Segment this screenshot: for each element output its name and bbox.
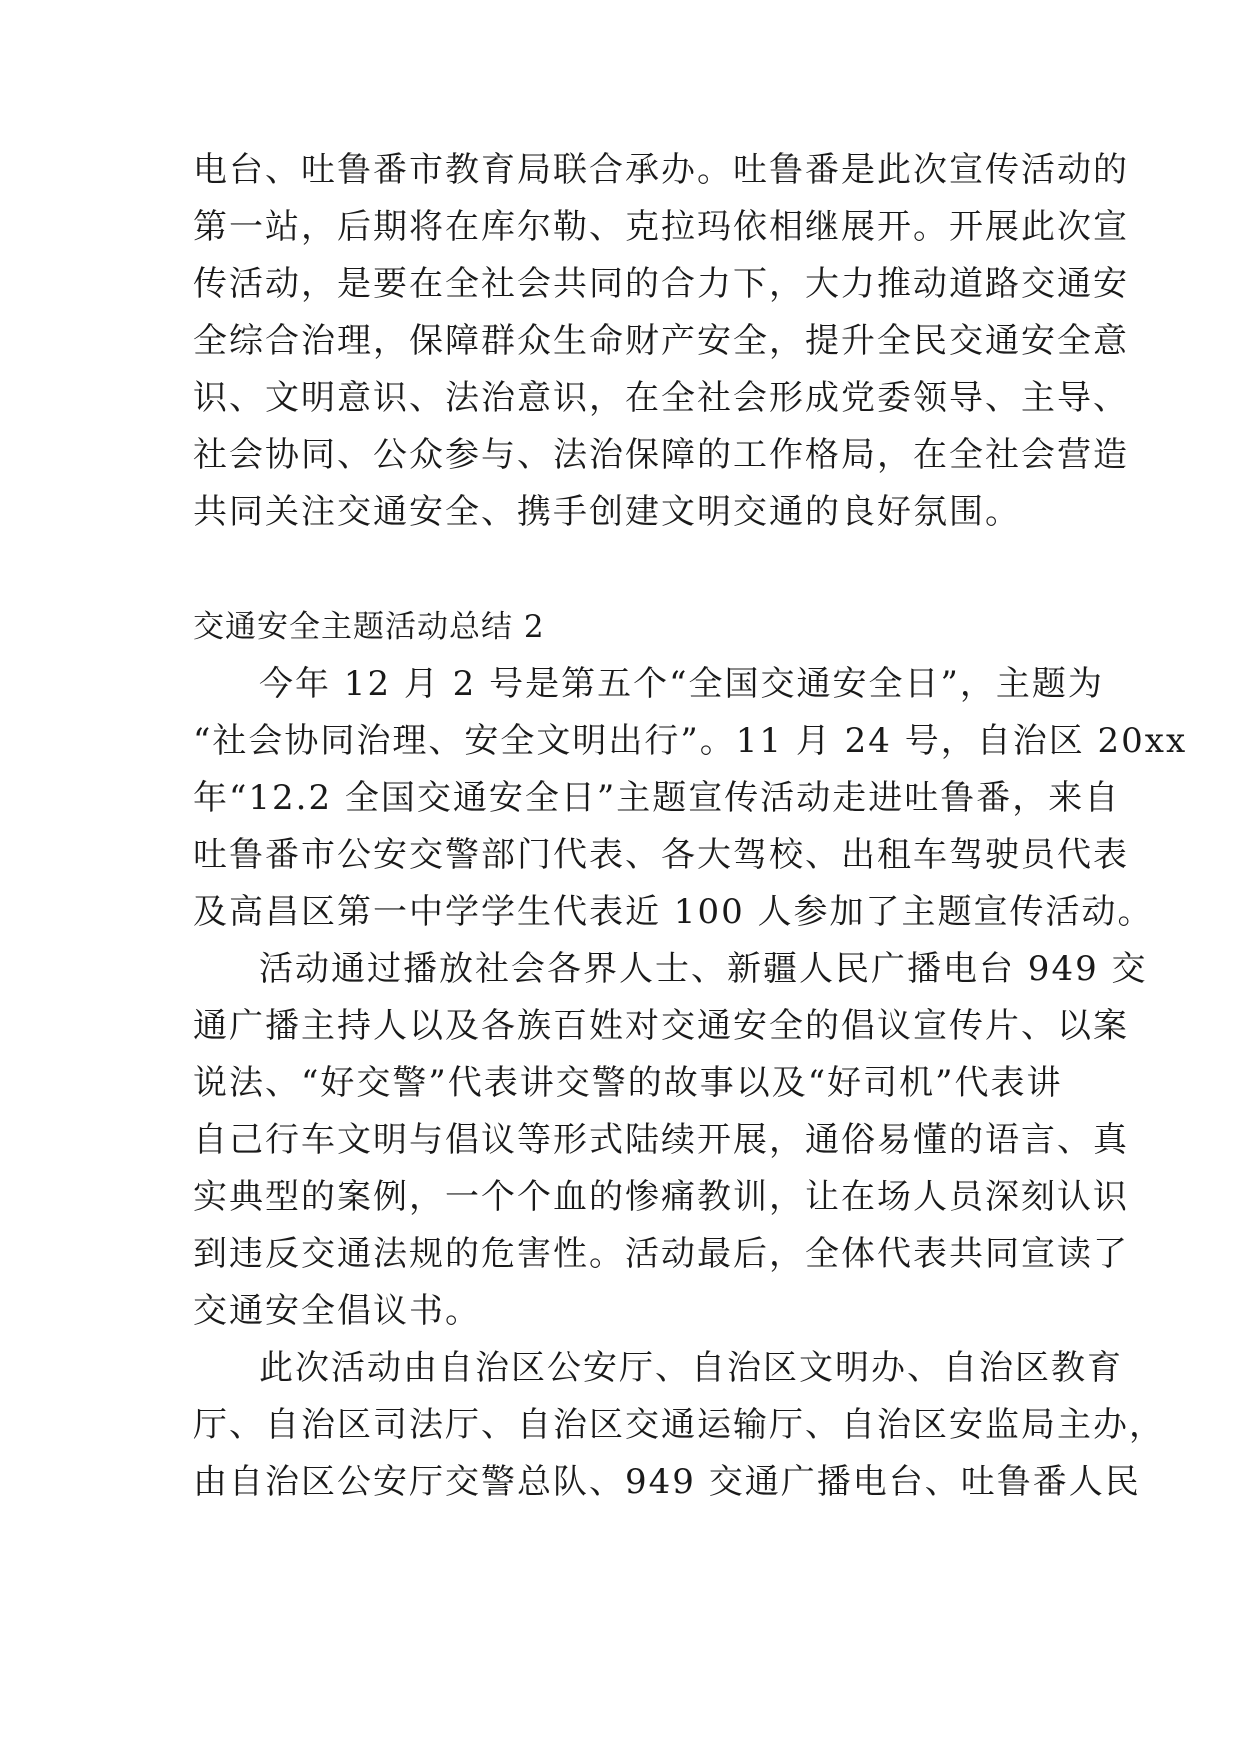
text-line: 传活动，是要在全社会共同的合力下，大力推动道路交通安 xyxy=(193,264,1129,304)
text-line: 活动通过播放社会各界人士、新疆人民广播电台 949 交 xyxy=(259,949,1148,989)
text-line: 厅、自治区司法厅、自治区交通运输厅、自治区安监局主办， xyxy=(193,1405,1165,1445)
text-line: 通广播主持人以及各族百姓对交通安全的倡议宣传片、以案 xyxy=(193,1006,1129,1046)
text-line: 今年 12 月 2 号是第五个“全国交通安全日”，主题为 xyxy=(259,664,1104,704)
section-title: 交通安全主题活动总结 2 xyxy=(193,609,545,645)
text-line: 及高昌区第一中学学生代表近 100 人参加了主题宣传活动。 xyxy=(193,892,1154,932)
text-line: “社会协同治理、安全文明出行”。11 月 24 号，自治区 20xx xyxy=(193,721,1188,761)
text-line: 识、文明意识、法治意识，在全社会形成党委领导、主导、 xyxy=(193,378,1129,418)
text-line: 年“12.2 全国交通安全日”主题宣传活动走进吐鲁番，来自 xyxy=(193,778,1121,818)
text-line: 共同关注交通安全、携手创建文明交通的良好氛围。 xyxy=(193,492,1021,532)
text-line: 电台、吐鲁番市教育局联合承办。吐鲁番是此次宣传活动的 xyxy=(193,150,1129,190)
text-line: 由自治区公安厅交警总队、949 交通广播电台、吐鲁番人民 xyxy=(193,1462,1141,1502)
text-line: 到违反交通法规的危害性。活动最后，全体代表共同宣读了 xyxy=(193,1234,1129,1274)
text-line: 自己行车文明与倡议等形式陆续开展，通俗易懂的语言、真 xyxy=(193,1120,1129,1160)
text-line: 交通安全倡议书。 xyxy=(193,1291,481,1331)
text-line: 吐鲁番市公安交警部门代表、各大驾校、出租车驾驶员代表 xyxy=(193,835,1129,875)
text-line: 此次活动由自治区公安厅、自治区文明办、自治区教育 xyxy=(259,1348,1123,1388)
text-line: 实典型的案例，一个个血的惨痛教训，让在场人员深刻认识 xyxy=(193,1177,1129,1217)
text-line: 第一站，后期将在库尔勒、克拉玛依相继展开。开展此次宣 xyxy=(193,207,1129,247)
text-line: 说法、“好交警”代表讲交警的故事以及“好司机”代表讲 xyxy=(193,1063,1063,1103)
text-line: 社会协同、公众参与、法治保障的工作格局，在全社会营造 xyxy=(193,435,1129,475)
text-line: 全综合治理，保障群众生命财产安全，提升全民交通安全意 xyxy=(193,321,1129,361)
